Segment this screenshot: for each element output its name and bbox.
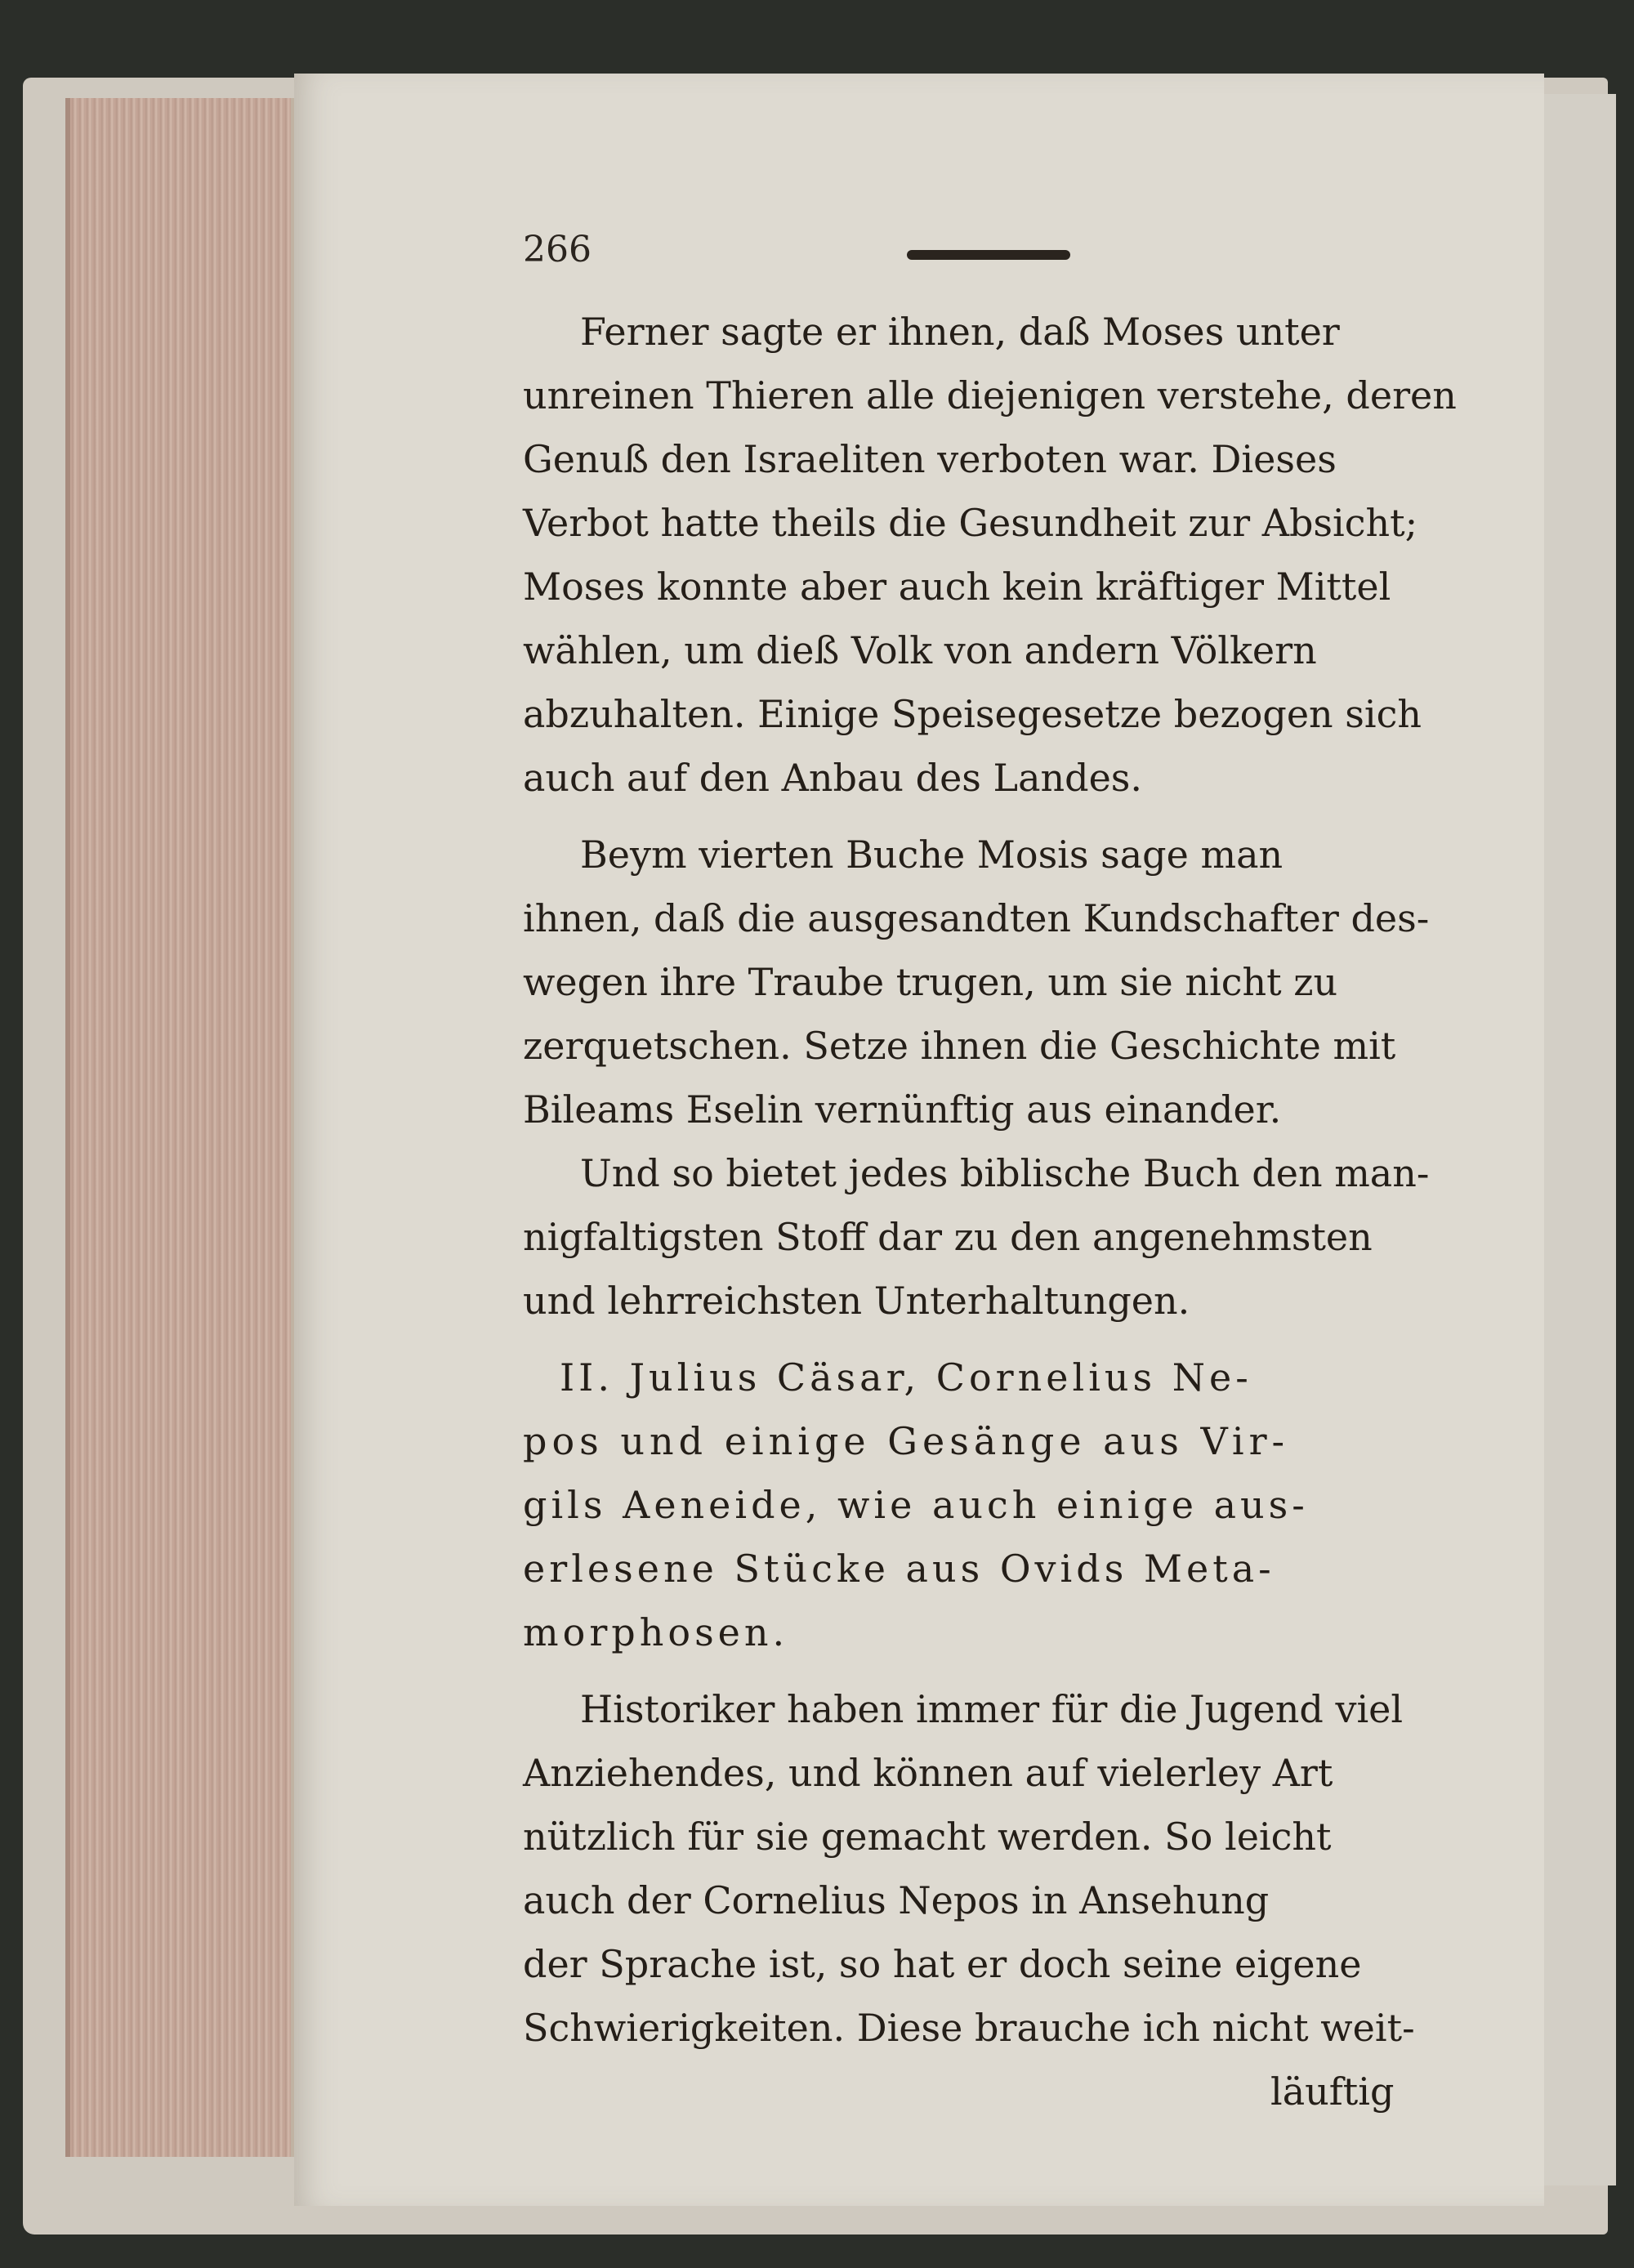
section-heading-line: II. Julius Cäsar, Cornelius Ne- <box>560 1355 1252 1400</box>
text-line: auch auf den Anbau des Landes. <box>523 756 1143 800</box>
text-line: Genuß den Israeliten verboten war. Dieses <box>523 437 1337 481</box>
text-line: Anziehendes, und können auf vielerley Art <box>523 1751 1333 1795</box>
text-line: auch der Cornelius Nepos in Ansehung <box>523 1878 1270 1922</box>
text-line: Ferner sagte er ihnen, daß Moses unter <box>580 310 1340 354</box>
text-line: und lehrreichsten Unterhaltungen. <box>523 1279 1190 1323</box>
page-number: 266 <box>523 229 592 270</box>
page-header <box>523 229 1438 278</box>
text-line: Und so bietet jedes biblische Buch den man- <box>580 1151 1430 1195</box>
text-line: unreinen Thieren alle diejenigen verstehe, deren <box>523 373 1457 417</box>
text-line: der Sprache ist, so hat er doch seine eigene <box>523 1942 1362 1986</box>
text-line: ihnen, daß die ausgesandten Kundschafter des- <box>523 896 1430 940</box>
text-line: nützlich für sie gemacht werden. So leicht <box>523 1815 1332 1859</box>
section-heading-line: pos und einige Gesänge aus Vir- <box>523 1419 1290 1463</box>
book-fore-edge <box>65 98 299 2157</box>
catchword: läuftig <box>1270 2069 1395 2114</box>
text-line: wählen, um dieß Volk von andern Völkern <box>523 628 1317 672</box>
page-text <box>523 306 1457 2114</box>
header-ornament-rule <box>907 250 1070 260</box>
text-line: Historiker haben immer für die Jugend viel <box>580 1687 1404 1731</box>
text-line: Verbot hatte theils die Gesundheit zur Absicht; <box>523 501 1418 545</box>
text-line: zerquetschen. Setze ihnen die Geschichte mit <box>523 1024 1396 1068</box>
text-line: abzuhalten. Einige Speisegesetze bezogen sich <box>523 692 1422 736</box>
section-heading-line: erlesene Stücke aus Ovids Meta- <box>523 1547 1275 1591</box>
text-line: Moses konnte aber auch kein kräftiger Mittel <box>523 565 1391 609</box>
text-line: nigfaltigsten Stoff dar zu den angenehmsten <box>523 1215 1373 1259</box>
text-line: Schwierigkeiten. Diese brauche ich nicht weit- <box>523 2006 1415 2050</box>
text-line: Bileams Eselin vernünftig aus einander. <box>523 1087 1282 1132</box>
section-heading-line: gils Aeneide, wie auch einige aus- <box>523 1483 1309 1527</box>
section-heading-line: morphosen. <box>523 1610 789 1654</box>
text-line: Beym vierten Buche Mosis sage man <box>580 833 1284 877</box>
text-line: wegen ihre Traube trugen, um sie nicht zu <box>523 960 1338 1004</box>
